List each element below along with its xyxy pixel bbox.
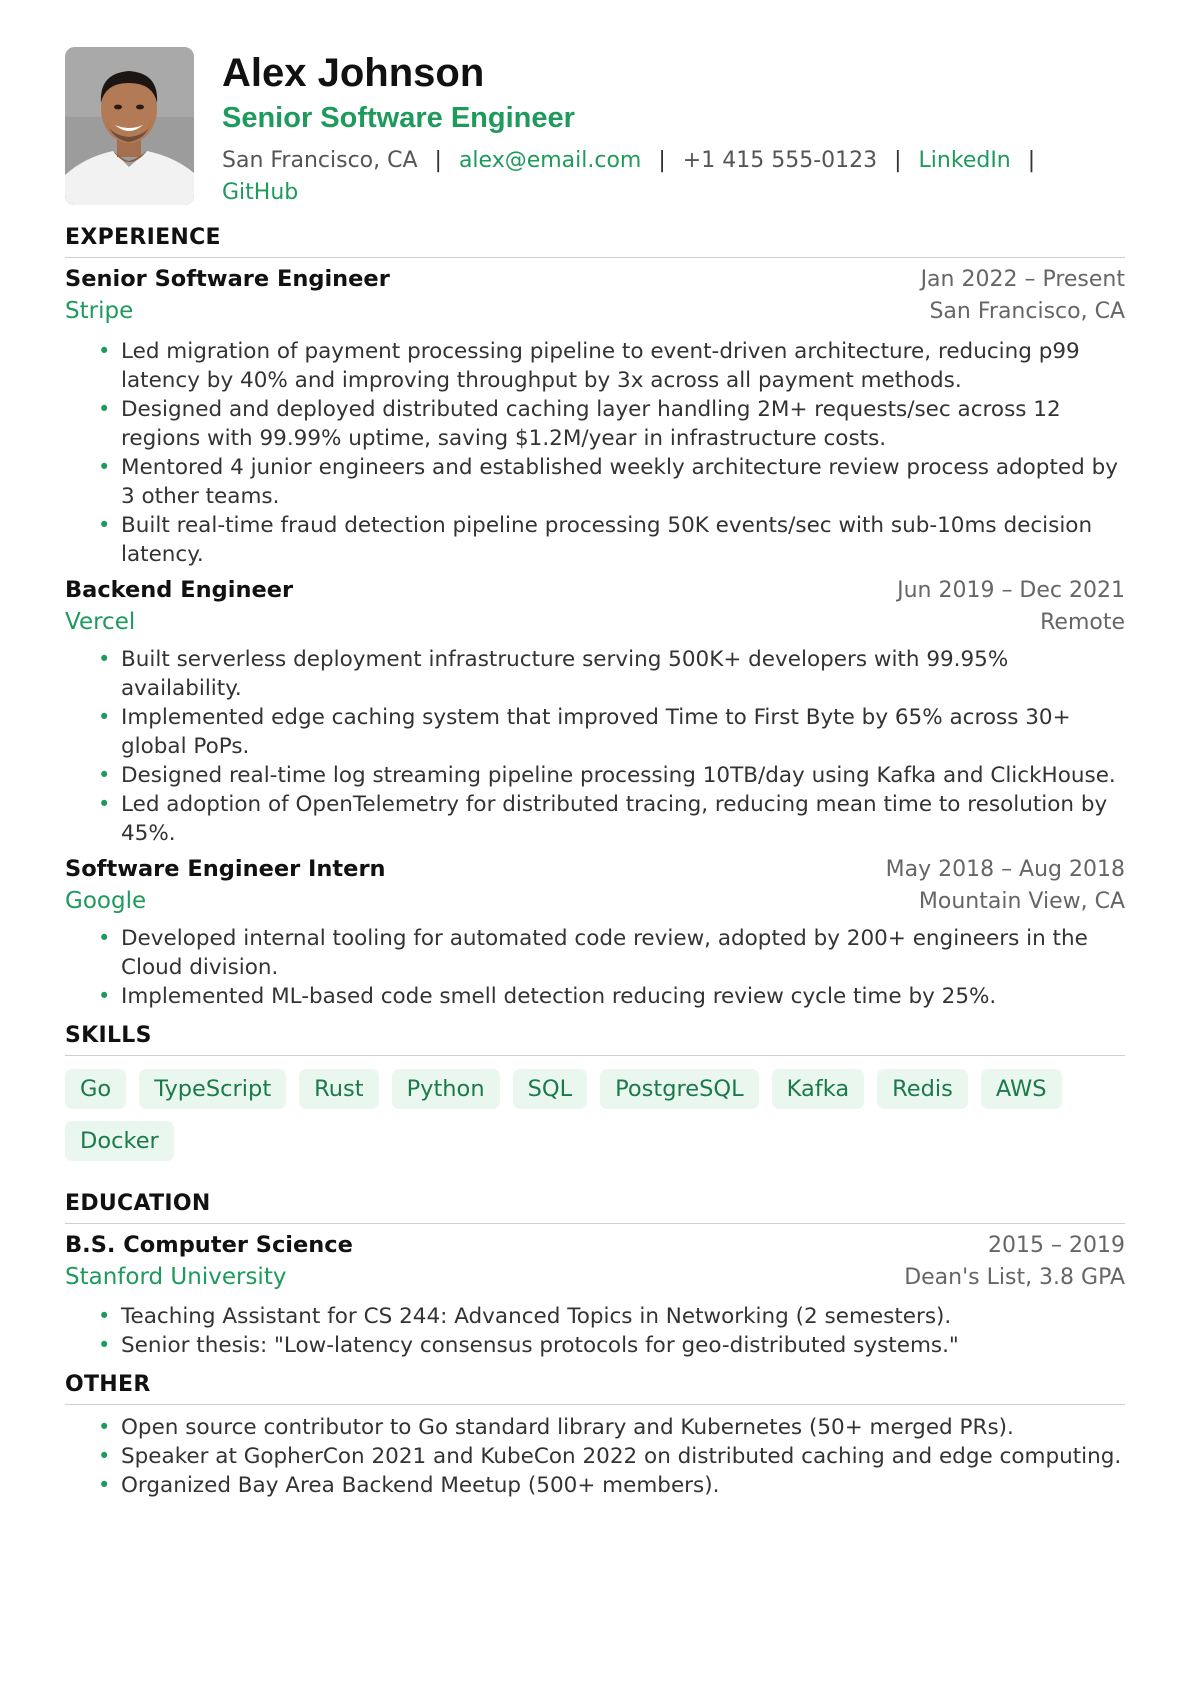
contact-line [222, 145, 1125, 209]
contact-location: San Francisco, CA [222, 148, 418, 173]
list-item: • Developed internal tooling for automated code review, adopted by 200+ engineers in the Cloud division. [98, 924, 1125, 982]
section-title-education: EDUCATION [65, 1191, 1125, 1224]
education-honors: Dean's List, 3.8 GPA [904, 1265, 1125, 1290]
job-company: Vercel [65, 609, 136, 635]
education-section [65, 1191, 1125, 1360]
skills-list [65, 1069, 1125, 1161]
portrait-icon [65, 47, 194, 205]
list-item: • Built real-time fraud detection pipeline processing 50K events/sec with sub-10ms decision latency. [98, 511, 1125, 569]
contact-github-link[interactable]: GitHub [222, 180, 299, 205]
contact-email-link[interactable]: alex@email.com [458, 148, 642, 173]
job-role: Backend Engineer [65, 577, 294, 603]
list-item: • Speaker at GopherCon 2021 and KubeCon 2022 on distributed caching and edge computing. [98, 1442, 1125, 1471]
skills-section [65, 1023, 1125, 1161]
list-item: • Implemented edge caching system that improved Time to First Byte by 65% across 30+ global PoPs. [98, 703, 1125, 761]
job-company: Google [65, 888, 147, 914]
list-item: • Implemented ML-based code smell detection reducing review cycle time by 25%. [98, 982, 1125, 1011]
job-company: Stripe [65, 298, 134, 324]
list-item: • Teaching Assistant for CS 244: Advanced Topics in Networking (2 semesters). [98, 1302, 1125, 1331]
job-bullets [65, 337, 1125, 569]
skill-chip: Docker [65, 1121, 174, 1161]
job-dates: May 2018 – Aug 2018 [885, 857, 1125, 882]
job-entry [65, 856, 1125, 1011]
skill-chip: Kafka [772, 1069, 865, 1109]
candidate-name: Alex Johnson [222, 51, 485, 95]
list-item: • Led migration of payment processing pipeline to event-driven architecture, reducing p99 latency by 40% and improving throughput by 3x across all payment methods. [98, 337, 1125, 395]
skill-chip: AWS [981, 1069, 1062, 1109]
section-title-skills: SKILLS [65, 1023, 1125, 1056]
job-bullets [65, 645, 1125, 848]
skill-chip: Python [392, 1069, 500, 1109]
header-text [222, 47, 1125, 209]
job-bullets [65, 924, 1125, 1011]
list-item: • Led adoption of OpenTelemetry for distributed tracing, reducing mean time to resolution by 45%. [98, 790, 1125, 848]
other-bullets [65, 1413, 1125, 1500]
skill-chip: Redis [877, 1069, 968, 1109]
section-title-experience: EXPERIENCE [65, 225, 1125, 258]
contact-phone: +1 415 555-0123 [682, 148, 878, 173]
education-bullets [65, 1302, 1125, 1360]
list-item: • Designed and deployed distributed caching layer handling 2M+ requests/sec across 12 regions with 99.99% uptime, saving $1.2M/year in infrastructure costs. [98, 395, 1125, 453]
contact-separator: | [894, 148, 902, 173]
other-section [65, 1372, 1125, 1500]
skill-chip: PostgreSQL [600, 1069, 759, 1109]
list-item: • Built serverless deployment infrastructure serving 500K+ developers with 99.95% availability. [98, 645, 1125, 703]
list-item: • Mentored 4 junior engineers and established weekly architecture review process adopted by 3 other teams. [98, 453, 1125, 511]
list-item: • Open source contributor to Go standard library and Kubernetes (50+ merged PRs). [98, 1413, 1125, 1442]
experience-section [65, 225, 1125, 1011]
education-dates: 2015 – 2019 [988, 1233, 1125, 1258]
list-item: • Designed real-time log streaming pipeline processing 10TB/day using Kafka and ClickHouse. [98, 761, 1125, 790]
education-school: Stanford University [65, 1264, 287, 1290]
resume-header [65, 47, 1125, 207]
skill-chip: SQL [513, 1069, 588, 1109]
job-role: Senior Software Engineer [65, 266, 390, 292]
job-role: Software Engineer Intern [65, 856, 386, 882]
contact-separator: | [1027, 148, 1036, 173]
education-entry [65, 1232, 1125, 1360]
candidate-title: Senior Software Engineer [222, 102, 575, 134]
job-entry [65, 266, 1125, 569]
contact-separator: | [434, 148, 442, 173]
job-entry [65, 577, 1125, 848]
list-item: • Organized Bay Area Backend Meetup (500+ members). [98, 1471, 1125, 1500]
job-dates: Jun 2019 – Dec 2021 [897, 578, 1125, 603]
contact-linkedin-link[interactable]: LinkedIn [918, 148, 1011, 173]
section-title-other: OTHER [65, 1372, 1125, 1405]
job-location: San Francisco, CA [929, 299, 1125, 324]
profile-photo [65, 47, 194, 205]
job-location: Mountain View, CA [918, 889, 1125, 914]
skill-chip: TypeScript [139, 1069, 286, 1109]
skill-chip: Rust [299, 1069, 378, 1109]
education-degree: B.S. Computer Science [65, 1232, 353, 1258]
skill-chip: Go [65, 1069, 126, 1109]
contact-separator: | [658, 148, 666, 173]
list-item: • Senior thesis: "Low-latency consensus protocols for geo-distributed systems." [98, 1331, 1125, 1360]
job-location: Remote [1040, 610, 1125, 635]
job-dates: Jan 2022 – Present [920, 267, 1125, 292]
